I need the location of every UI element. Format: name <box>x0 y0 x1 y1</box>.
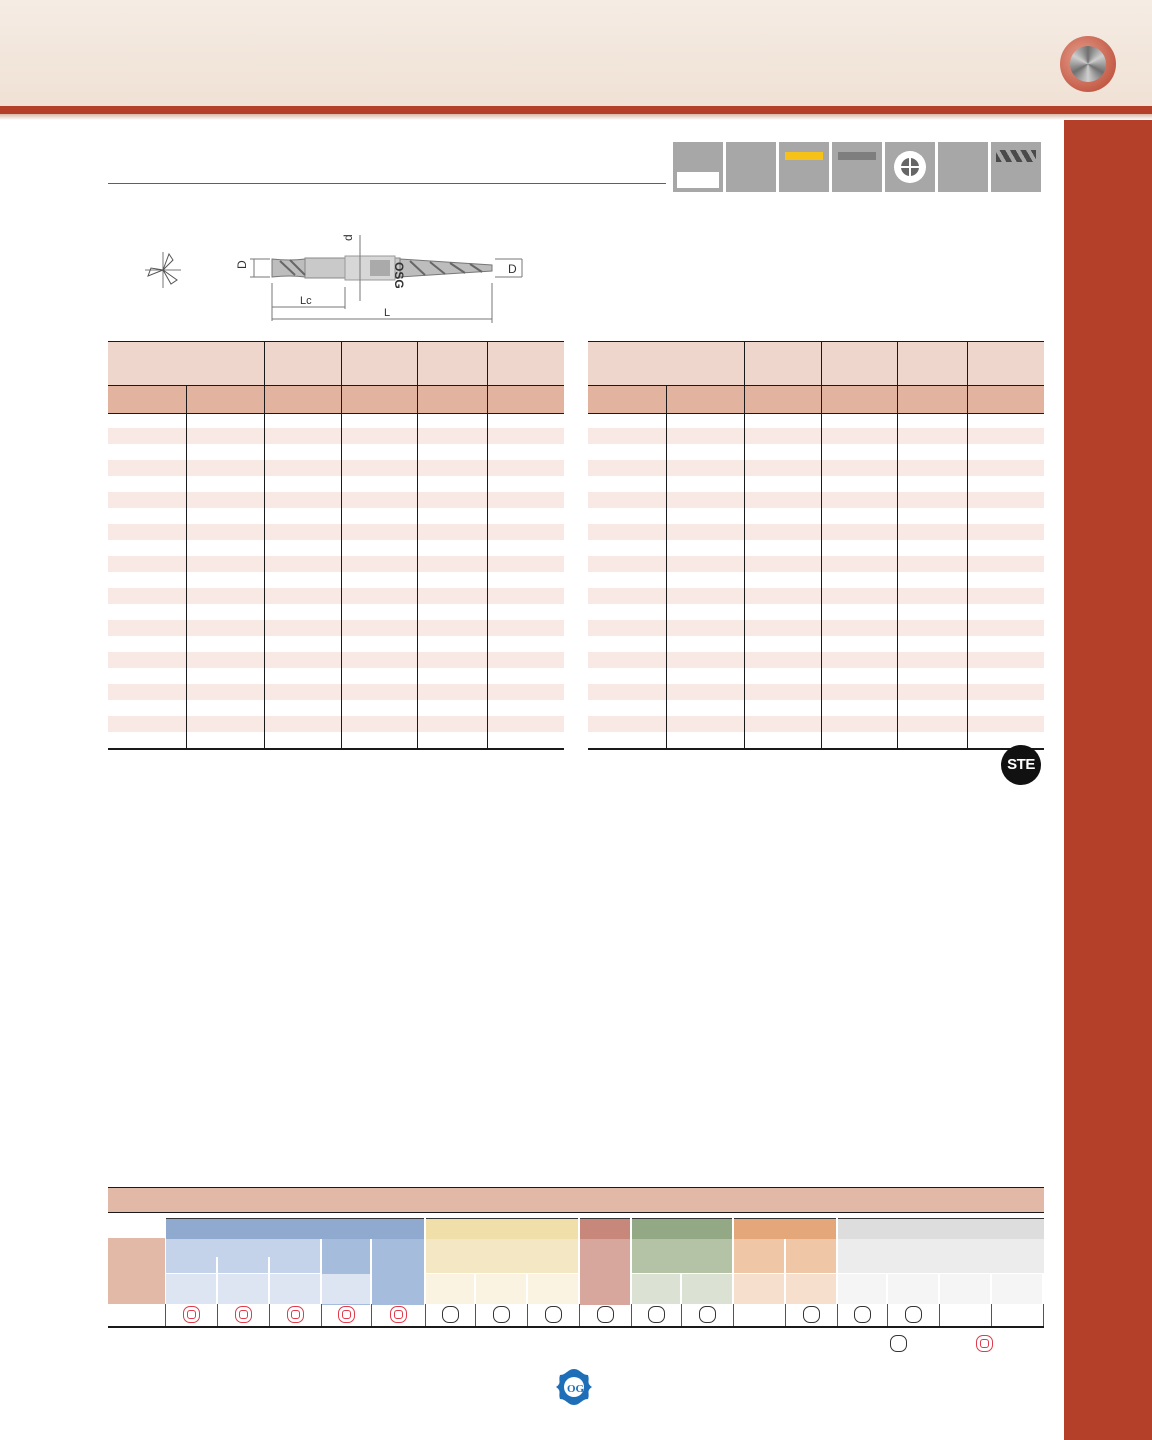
white-box-icon <box>673 142 723 192</box>
material-group-header <box>632 1218 732 1239</box>
grid-divider <box>837 1304 838 1326</box>
material-subgroup-cell <box>426 1239 578 1273</box>
table-row <box>588 684 1044 700</box>
material-subgroup-cell <box>476 1274 526 1304</box>
grid-divider <box>165 1304 166 1326</box>
table-row <box>588 588 1044 604</box>
table-row <box>108 684 564 700</box>
material-subgroup-cell <box>166 1257 216 1273</box>
end-view-icon <box>145 252 181 288</box>
material-subgroup-cell <box>580 1239 630 1305</box>
ste-badge: STE <box>1001 745 1041 785</box>
blank-icon <box>938 142 988 192</box>
legend-black-mark-icon <box>890 1335 907 1352</box>
table-row <box>588 636 1044 652</box>
table-row <box>588 492 1044 508</box>
table-row <box>588 700 1044 716</box>
grid-divider <box>527 1304 528 1326</box>
osg-logo-icon <box>554 1367 594 1407</box>
material-subgroup-cell <box>270 1274 320 1304</box>
header-band <box>0 106 1152 114</box>
grid-divider <box>579 1304 580 1326</box>
material-subgroup-cell <box>734 1274 784 1304</box>
table-row <box>108 476 564 492</box>
table-row <box>108 604 564 620</box>
material-subgroup-cell <box>786 1239 836 1273</box>
center-target-icon <box>885 142 935 192</box>
gray-bar-icon <box>832 142 882 192</box>
label-L: L <box>384 307 391 319</box>
grid-divider <box>425 1304 426 1326</box>
material-title-bar <box>108 1187 1044 1213</box>
grid-divider <box>939 1304 940 1326</box>
table-row <box>588 460 1044 476</box>
table-row <box>588 732 1044 749</box>
table-header-row <box>108 342 564 386</box>
tool-drawing <box>130 225 530 325</box>
spec-table-right <box>588 341 1044 750</box>
title-rule <box>108 183 666 184</box>
label-D-right: D <box>508 262 517 276</box>
material-group-header <box>734 1218 836 1239</box>
table-row <box>588 652 1044 668</box>
grid-divider <box>991 1304 992 1326</box>
material-subgroup-cell <box>218 1257 268 1273</box>
black-mark-icon <box>854 1306 871 1323</box>
table-row <box>588 428 1044 444</box>
spec-table-left <box>108 341 564 750</box>
grid-divider <box>269 1304 270 1326</box>
table-row <box>108 524 564 540</box>
material-subgroup-cell <box>218 1274 268 1304</box>
material-subgroup-cell <box>786 1274 836 1304</box>
grid-divider <box>371 1304 372 1326</box>
table-row <box>108 716 564 732</box>
table-row <box>588 476 1044 492</box>
material-subgroup-cell <box>322 1274 370 1304</box>
yellow-bar-icon <box>779 142 829 192</box>
black-mark-icon <box>699 1306 716 1323</box>
table-row <box>108 652 564 668</box>
material-group-header <box>426 1218 578 1239</box>
material-subgroup-cell <box>270 1257 320 1273</box>
table-row <box>588 604 1044 620</box>
header-shadow <box>0 114 1152 120</box>
grid-divider <box>321 1304 322 1326</box>
slant-stripe-icon <box>991 142 1041 192</box>
material-subgroup-cell <box>426 1274 474 1304</box>
material-subgroup-cell <box>682 1274 732 1304</box>
blank-icon <box>726 142 776 192</box>
material-subgroup-cell <box>992 1274 1042 1304</box>
end-mill-body <box>272 256 492 289</box>
label-d: d <box>341 234 355 241</box>
material-subgroup-cell <box>166 1274 216 1304</box>
table-row <box>108 444 564 460</box>
material-subgroup-cell <box>838 1239 1044 1273</box>
table-row <box>588 668 1044 684</box>
table-row <box>108 492 564 508</box>
grid-divider <box>1043 1304 1044 1326</box>
table-row <box>588 524 1044 540</box>
table-row <box>588 556 1044 572</box>
table-row <box>588 540 1044 556</box>
shank-logo-text: OSG <box>392 262 406 289</box>
material-subgroup-cell <box>632 1274 680 1304</box>
table-row <box>588 572 1044 588</box>
material-subgroup-cell <box>528 1274 578 1304</box>
table-row <box>108 700 564 716</box>
grid-divider <box>681 1304 682 1326</box>
svg-text:OG: OG <box>567 1383 585 1395</box>
material-group-header <box>580 1218 630 1239</box>
black-mark-icon <box>442 1306 459 1323</box>
table-row <box>108 572 564 588</box>
material-bottom-rule <box>108 1326 1044 1328</box>
material-subgroup-cell <box>838 1274 886 1304</box>
material-subgroup-cell <box>166 1239 320 1257</box>
material-subgroup-cell <box>632 1239 732 1273</box>
table-row <box>108 508 564 524</box>
material-subgroup-cell <box>372 1239 424 1305</box>
table-row <box>108 732 564 749</box>
red-mark-icon <box>183 1306 200 1323</box>
material-subgroup-cell <box>888 1274 938 1304</box>
grid-divider <box>631 1304 632 1326</box>
grid-divider <box>475 1304 476 1326</box>
table-subheader-row <box>588 386 1044 414</box>
label-D-left: D <box>235 260 249 269</box>
table-subheader-row <box>108 386 564 414</box>
feature-icon-strip <box>673 142 1041 192</box>
red-mark-icon <box>287 1306 304 1323</box>
material-subgroup-cell <box>734 1239 784 1273</box>
material-group-header <box>838 1218 1044 1239</box>
endmill-tip-icon <box>1060 36 1116 92</box>
red-mark-icon <box>235 1306 252 1323</box>
red-mark-icon <box>390 1306 407 1323</box>
table-row <box>108 540 564 556</box>
material-label-cell <box>108 1238 165 1304</box>
table-row <box>108 668 564 684</box>
legend-red-mark-icon <box>976 1335 993 1352</box>
table-row <box>108 620 564 636</box>
table-row <box>588 444 1044 460</box>
table-header-row <box>588 342 1044 386</box>
black-mark-icon <box>493 1306 510 1323</box>
table-row <box>588 620 1044 636</box>
table-row <box>108 428 564 444</box>
red-mark-icon <box>338 1306 355 1323</box>
table-row <box>108 556 564 572</box>
black-mark-icon <box>597 1306 614 1323</box>
table-row <box>108 460 564 476</box>
sidebar-tab <box>1064 120 1152 1440</box>
table-row <box>588 508 1044 524</box>
table-row <box>588 716 1044 732</box>
black-mark-icon <box>905 1306 922 1323</box>
label-Lc: Lc <box>300 295 312 307</box>
black-mark-icon <box>545 1306 562 1323</box>
grid-divider <box>217 1304 218 1326</box>
page-header <box>0 0 1152 108</box>
grid-divider <box>733 1304 734 1326</box>
black-mark-icon <box>803 1306 820 1323</box>
material-subgroup-cell <box>940 1274 990 1304</box>
material-group-header <box>166 1218 424 1239</box>
black-mark-icon <box>648 1306 665 1323</box>
grid-divider <box>887 1304 888 1326</box>
table-row <box>108 636 564 652</box>
table-row <box>108 588 564 604</box>
grid-divider <box>785 1304 786 1326</box>
